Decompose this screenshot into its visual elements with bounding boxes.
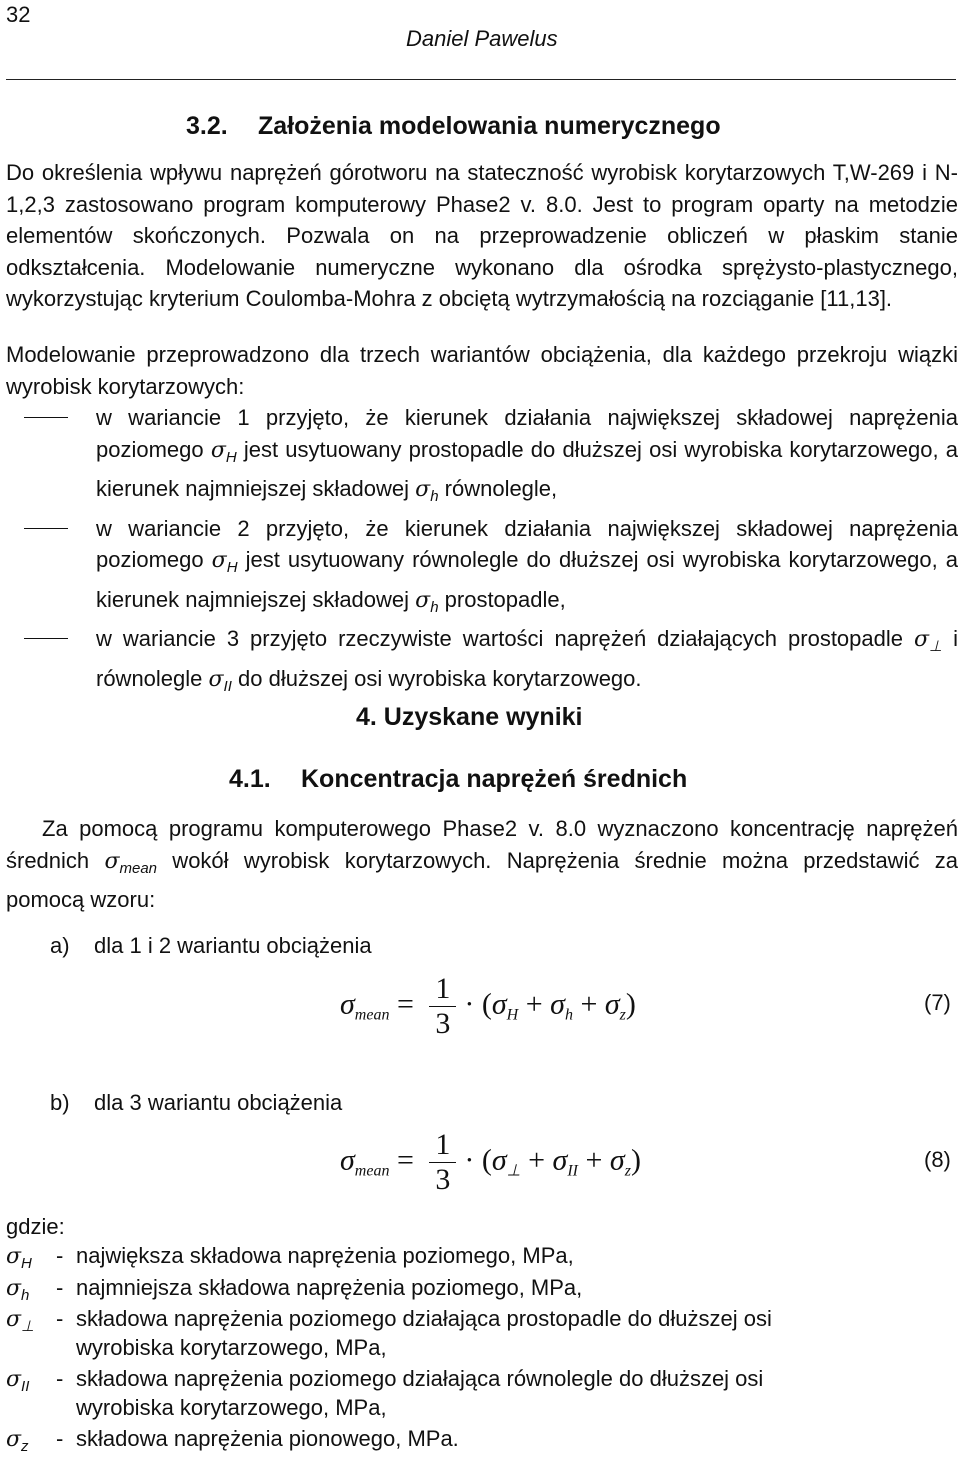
paragraph-2: Modelowanie przeprowadzono dla trzech wariantów obciążenia, dla każdego przekroju wiązki wyrobisk korytarzowych: (6, 342, 958, 399)
definitions-intro: gdzie: (6, 1214, 65, 1239)
case-b-label: b) dla 3 wariantu obciążenia (50, 1090, 343, 1115)
fraction: $\frac{1}{3}$ (429, 1128, 456, 1197)
list-item: w wariancie 3 przyjęto rzeczywiste wartości naprężeń działających prostopadle $\sigma_\perp$ i równolegle $\sigma_{II}$ do dłuższej osi wyrobiska korytarzowego. (6, 623, 958, 702)
definition-item: $\sigma_{II}$ - składowa naprężenia poziomego działająca równolegle do dłuższej osi wyrobiska korytarzowego, MPa, (6, 1366, 764, 1420)
header-rule (6, 79, 956, 80)
dash-bullet (24, 528, 68, 529)
section-heading-3-2 (186, 112, 721, 141)
fraction: $\frac{1}{3}$ (429, 972, 456, 1041)
definition-item: $\sigma_H$ - największa składowa naprężenia poziomego, MPa, (6, 1243, 574, 1272)
paragraph-3: Za pomocą programu komputerowego Phase2 v. 8.0 wyznaczono koncentrację naprężeń średnich $\sigma_{mean}$ wokół wyrobisk korytarzowych. Naprężenia średnie można przedstawić za pomocą wzoru: (6, 816, 958, 912)
page-number: 32 (6, 2, 31, 27)
section-number: 4.1. (229, 765, 271, 793)
definition-item: $\sigma_h$ - najmniejsza składowa naprężenia poziomego, MPa, (6, 1275, 583, 1304)
definition-item: $\sigma_z$ - składowa naprężenia pionowego, MPa. (6, 1426, 459, 1455)
formula-8: $\sigma_{mean}$ = $\frac{1}{3}$ · $(\sigma_\perp + \sigma_{II} + \sigma_z)$ (340, 1128, 641, 1196)
list-item: w wariancie 2 przyjęto, że kierunek działania największej składowej naprężenia poziomego $\sigma_H$ jest usytuowany równolegle do dłuższej osi wyrobiska korytarzowego, a kierunek najmniejszej składowej $\sigma_h$ prostopadle, (6, 513, 958, 624)
section-heading-4-1 (229, 765, 687, 794)
paragraph-1: Do określenia wpływu naprężeń górotworu na stateczność wyrobisk korytarzowych T,W-269 i N-1,2,3 zastosowano program komputerowy Phase2 v. 8.0. Jest to program oparty na metodzie elementów skończonych. Pozwala on na przeprowadzenie obliczeń w płaskim stanie odkształcenia. Modelowanie numeryczne wykonano dla ośrodka sprężysto-plastycznego, wykorzystując kryterium Coulomba-Mohra z obciętą wytrzymałością na rozciąganie [11,13]. (6, 160, 958, 311)
equation-number-7: (7) (924, 990, 951, 1015)
section-title: Koncentracja naprężeń średnich (301, 765, 688, 793)
variant-list (6, 402, 958, 702)
formula-7: $\sigma_{mean}$ = $\frac{1}{3}$ · $(\sigma_H + \sigma_h + \sigma_z)$ (340, 972, 636, 1040)
dash-bullet (24, 417, 68, 418)
running-head: Daniel Pawelus (406, 26, 558, 51)
section-title: Założenia modelowania numerycznego (258, 112, 721, 140)
section-heading-4: 4. Uzyskane wyniki (356, 703, 583, 731)
list-item: w wariancie 1 przyjęto, że kierunek działania największej składowej naprężenia poziomego $\sigma_H$ jest usytuowany prostopadle do dłuższej osi wyrobiska korytarzowego, a kierunek najmniejszej składowej $\sigma_h$ równolegle, (6, 402, 958, 513)
definition-item: $\sigma_\perp$ - składowa naprężenia poziomego działająca prostopadle do dłuższej osi wyrobiska korytarzowego, MPa, (6, 1306, 772, 1360)
section-number: 3.2. (186, 112, 228, 140)
equation-number-8: (8) (924, 1147, 951, 1172)
dash-bullet (24, 638, 68, 639)
case-a-label: a) dla 1 i 2 wariantu obciążenia (50, 933, 372, 958)
